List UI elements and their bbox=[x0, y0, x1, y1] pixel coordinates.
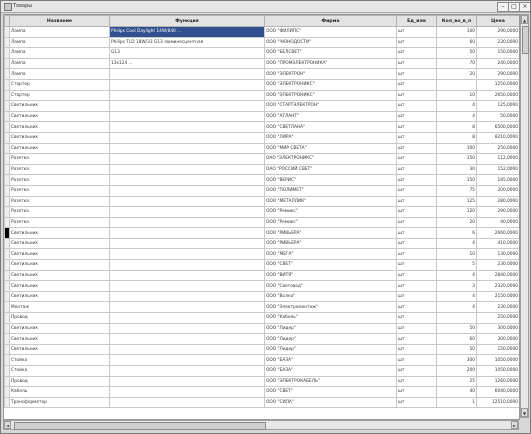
cell-name[interactable]: Розетка bbox=[10, 185, 110, 196]
table-row[interactable] bbox=[5, 291, 520, 302]
cell-price[interactable]: 2650,0000 bbox=[477, 90, 520, 101]
table-row[interactable] bbox=[5, 143, 520, 154]
cell-name[interactable]: Светильник bbox=[10, 334, 110, 345]
cell-firm[interactable]: ООО "СВЕТ" bbox=[265, 387, 397, 398]
cell-function[interactable] bbox=[110, 154, 265, 165]
cell-function[interactable] bbox=[110, 196, 265, 207]
cell-price[interactable]: 290,0000 bbox=[477, 69, 520, 80]
cell-unit[interactable]: шт bbox=[397, 366, 437, 377]
cell-firm[interactable]: ООО "ПРОМЭЛЕКТРОНИКА" bbox=[265, 58, 397, 69]
cell-function[interactable]: G13 bbox=[110, 48, 265, 59]
cell-price[interactable]: 150,0000 bbox=[477, 344, 520, 355]
cell-quantity[interactable]: 8 bbox=[437, 122, 477, 133]
cell-quantity[interactable]: 4 bbox=[437, 270, 477, 281]
cell-unit[interactable]: шт bbox=[397, 334, 437, 345]
cell-quantity[interactable]: 300 bbox=[437, 355, 477, 366]
table-row[interactable] bbox=[5, 249, 520, 260]
cell-unit[interactable]: шт bbox=[397, 79, 437, 90]
table-row[interactable] bbox=[5, 217, 520, 228]
cell-name[interactable]: Стартер bbox=[10, 79, 110, 90]
cell-name[interactable]: Розетка bbox=[10, 154, 110, 165]
cell-unit[interactable]: шт bbox=[397, 27, 437, 38]
cell-price[interactable]: 6040,0000 bbox=[477, 387, 520, 398]
cell-unit[interactable]: шт bbox=[397, 196, 437, 207]
table-row[interactable] bbox=[5, 48, 520, 59]
horizontal-scroll-thumb[interactable] bbox=[14, 422, 266, 430]
cell-function[interactable]: 13x124 ... bbox=[110, 58, 265, 69]
table-row[interactable] bbox=[5, 69, 520, 80]
cell-unit[interactable]: шт bbox=[397, 323, 437, 334]
grid-body bbox=[5, 27, 520, 408]
products-grid[interactable] bbox=[3, 14, 520, 420]
cell-firm[interactable]: ООО "ЧЮНОДОСТИ" bbox=[265, 37, 397, 48]
cell-firm[interactable]: ООО "РИВЬЕРА" bbox=[265, 238, 397, 249]
header-row bbox=[5, 16, 520, 27]
cell-function[interactable] bbox=[110, 228, 265, 239]
cell-name[interactable]: Светильник bbox=[10, 344, 110, 355]
cell-name[interactable]: Монтаж bbox=[10, 302, 110, 313]
table-row[interactable] bbox=[5, 111, 520, 122]
cell-price[interactable]: 1260,0000 bbox=[477, 376, 520, 387]
cell-name[interactable]: Стойка bbox=[10, 366, 110, 377]
column-header-quantity[interactable]: Кол_во_в_п bbox=[437, 16, 477, 27]
cell-firm[interactable]: ООО "РИВЬЕРА" bbox=[265, 228, 397, 239]
cell-price[interactable]: 2150,0000 bbox=[477, 291, 520, 302]
table-row[interactable] bbox=[5, 207, 520, 218]
cell-quantity[interactable]: 40 bbox=[437, 387, 477, 398]
cell-quantity[interactable]: 50 bbox=[437, 344, 477, 355]
cell-firm[interactable]: ООО "Ремикс" bbox=[265, 207, 397, 218]
cell-quantity[interactable]: 60 bbox=[437, 37, 477, 48]
scroll-right-button[interactable]: ► bbox=[512, 423, 517, 428]
cell-quantity[interactable]: 20 bbox=[437, 69, 477, 80]
cell-function[interactable]: Philips Cool Daylight 14W/840 ... bbox=[110, 27, 265, 38]
cell-firm[interactable]: ООО "ВЕРИС" bbox=[265, 175, 397, 186]
cell-price[interactable]: 150,0000 bbox=[477, 48, 520, 59]
cell-unit[interactable]: шт bbox=[397, 111, 437, 122]
scroll-down-button[interactable]: ▼ bbox=[521, 408, 528, 417]
cell-name[interactable]: Светильник bbox=[10, 270, 110, 281]
cell-function[interactable] bbox=[110, 366, 265, 377]
cell-quantity[interactable]: 125 bbox=[437, 196, 477, 207]
table-row[interactable] bbox=[5, 90, 520, 101]
cell-name[interactable]: Лампа bbox=[10, 69, 110, 80]
cell-firm[interactable]: ООО "БАЗА" bbox=[265, 355, 397, 366]
cell-price[interactable]: 185,0000 bbox=[477, 175, 520, 186]
cell-function[interactable] bbox=[110, 111, 265, 122]
cell-function[interactable] bbox=[110, 90, 265, 101]
table-row[interactable] bbox=[5, 260, 520, 271]
cell-quantity[interactable]: 5 bbox=[437, 260, 477, 271]
table-row[interactable] bbox=[5, 196, 520, 207]
cell-function[interactable] bbox=[110, 101, 265, 112]
cell-firm[interactable]: ООО "АТЛАНТ" bbox=[265, 111, 397, 122]
cell-function[interactable] bbox=[110, 387, 265, 398]
cell-firm[interactable]: ООО "Лидер" bbox=[265, 344, 397, 355]
cell-firm[interactable]: ОАО "РОССИЙ СВЕТ" bbox=[265, 164, 397, 175]
cell-function[interactable] bbox=[110, 207, 265, 218]
cell-name[interactable]: Розетка bbox=[10, 196, 110, 207]
cell-unit[interactable]: шт bbox=[397, 260, 437, 271]
cell-firm[interactable]: ООО "Ремикс" bbox=[265, 217, 397, 228]
cell-unit[interactable]: шт bbox=[397, 355, 437, 366]
cell-name[interactable]: Лампа bbox=[10, 48, 110, 59]
table-row[interactable] bbox=[5, 355, 520, 366]
cell-quantity[interactable]: 4 bbox=[437, 238, 477, 249]
table-row[interactable] bbox=[5, 270, 520, 281]
cell-price[interactable]: 50,0000 bbox=[477, 111, 520, 122]
table-row[interactable] bbox=[5, 366, 520, 377]
cell-price[interactable]: 230,0000 bbox=[477, 37, 520, 48]
cell-price[interactable]: 40,0000 bbox=[477, 217, 520, 228]
cell-unit[interactable]: шт bbox=[397, 48, 437, 59]
cell-function[interactable] bbox=[110, 175, 265, 186]
cell-price[interactable]: 290,0000 bbox=[477, 207, 520, 218]
scroll-up-button[interactable]: ▲ bbox=[521, 15, 528, 24]
table-row[interactable] bbox=[5, 334, 520, 345]
cell-firm[interactable]: ООО "ЭЛЕКТРОН" bbox=[265, 69, 397, 80]
cell-name[interactable]: Светильник bbox=[10, 111, 110, 122]
cell-function[interactable] bbox=[110, 270, 265, 281]
cell-unit[interactable]: шт bbox=[397, 376, 437, 387]
cell-firm[interactable]: ООО "ФИЛИПС" bbox=[265, 27, 397, 38]
cell-name[interactable]: Светильник bbox=[10, 122, 110, 133]
cell-firm[interactable]: ООО "БАЗА" bbox=[265, 366, 397, 377]
table-row[interactable] bbox=[5, 376, 520, 387]
cell-name[interactable]: Светильник bbox=[10, 249, 110, 260]
cell-price[interactable]: 250,0000 bbox=[477, 313, 520, 324]
cell-function[interactable] bbox=[110, 69, 265, 80]
table-row[interactable] bbox=[5, 323, 520, 334]
cell-quantity[interactable]: 200 bbox=[437, 366, 477, 377]
cell-function[interactable] bbox=[110, 344, 265, 355]
cell-unit[interactable]: шт bbox=[397, 344, 437, 355]
cell-price[interactable]: 130,0000 bbox=[477, 249, 520, 260]
cell-unit[interactable]: шт bbox=[397, 101, 437, 112]
cell-unit[interactable]: шт bbox=[397, 228, 437, 239]
cell-function[interactable]: Philips TLD 18W/33 G13 люминесцентная bbox=[110, 37, 265, 48]
cell-function[interactable] bbox=[110, 217, 265, 228]
cell-function[interactable] bbox=[110, 260, 265, 271]
cell-name[interactable]: Стартер bbox=[10, 90, 110, 101]
window-icon bbox=[4, 3, 12, 11]
cell-firm[interactable]: ООО "Волна" bbox=[265, 291, 397, 302]
cell-price[interactable]: 1050,0000 bbox=[477, 355, 520, 366]
cell-name[interactable]: Светильник bbox=[10, 238, 110, 249]
cell-quantity[interactable]: 150 bbox=[437, 154, 477, 165]
products-table bbox=[4, 15, 520, 408]
cell-price[interactable]: 200,0000 bbox=[477, 185, 520, 196]
cell-name[interactable]: Стойка bbox=[10, 355, 110, 366]
column-header-price[interactable]: Цена bbox=[477, 16, 520, 27]
table-row[interactable] bbox=[5, 27, 520, 38]
cell-function[interactable] bbox=[110, 323, 265, 334]
window-title: Товары bbox=[13, 3, 33, 9]
close-button[interactable]: × bbox=[519, 2, 531, 12]
cell-price[interactable]: 125,0000 bbox=[477, 101, 520, 112]
column-header-name[interactable]: Название bbox=[10, 16, 110, 27]
cell-unit[interactable]: шт bbox=[397, 185, 437, 196]
cell-name[interactable]: Розетка bbox=[10, 164, 110, 175]
cell-function[interactable] bbox=[110, 355, 265, 366]
cell-price[interactable]: 6500,0000 bbox=[477, 122, 520, 133]
cell-name[interactable]: Розетка bbox=[10, 217, 110, 228]
cell-price[interactable]: 2320,0000 bbox=[477, 281, 520, 292]
column-header-firm[interactable]: Фирма bbox=[265, 16, 397, 27]
cell-function[interactable] bbox=[110, 281, 265, 292]
cell-quantity[interactable]: 100 bbox=[437, 27, 477, 38]
table-row[interactable] bbox=[5, 164, 520, 175]
cell-price[interactable]: 300,0000 bbox=[477, 323, 520, 334]
table-row[interactable] bbox=[5, 344, 520, 355]
cell-firm[interactable]: ООО "ЭЛЕКТРОНИКС" bbox=[265, 79, 397, 90]
cell-unit[interactable]: шт bbox=[397, 291, 437, 302]
cell-firm[interactable]: ООО "Световод" bbox=[265, 281, 397, 292]
cell-function[interactable] bbox=[110, 79, 265, 90]
table-row[interactable] bbox=[5, 228, 520, 239]
cell-unit[interactable]: шт bbox=[397, 143, 437, 154]
cell-quantity[interactable]: 30 bbox=[437, 164, 477, 175]
cell-firm[interactable]: ООО "Лидер" bbox=[265, 334, 397, 345]
cell-function[interactable] bbox=[110, 164, 265, 175]
cell-quantity[interactable]: 10 bbox=[437, 249, 477, 260]
column-header-unit[interactable]: Ед_изм bbox=[397, 16, 437, 27]
cell-price[interactable]: 250,0000 bbox=[477, 143, 520, 154]
column-header-function[interactable]: Функция bbox=[110, 16, 265, 27]
cell-firm[interactable]: ООО "МИР СВЕТА" bbox=[265, 143, 397, 154]
cell-unit[interactable]: шт bbox=[397, 217, 437, 228]
cell-unit[interactable]: шт bbox=[397, 58, 437, 69]
cell-function[interactable] bbox=[110, 376, 265, 387]
cell-firm[interactable]: ООО "СТАРТЭЛЕКТРОН" bbox=[265, 101, 397, 112]
cell-function[interactable] bbox=[110, 249, 265, 260]
cell-quantity[interactable] bbox=[437, 79, 477, 90]
table-row[interactable] bbox=[5, 132, 520, 143]
cell-function[interactable] bbox=[110, 313, 265, 324]
cell-firm[interactable]: ООО "БЕЛСВЕТ" bbox=[265, 48, 397, 59]
cell-price[interactable]: 300,0000 bbox=[477, 334, 520, 345]
cell-name[interactable]: Светильник bbox=[10, 260, 110, 271]
title-bar bbox=[1, 1, 530, 13]
cell-quantity[interactable]: 10 bbox=[437, 90, 477, 101]
cell-name[interactable]: Светильник bbox=[10, 143, 110, 154]
cell-unit[interactable]: шт bbox=[397, 302, 437, 313]
cell-name[interactable]: Светильник bbox=[10, 281, 110, 292]
cell-firm[interactable]: ООО "СВЕТЛАНА" bbox=[265, 122, 397, 133]
table-row[interactable] bbox=[5, 79, 520, 90]
minimize-button[interactable]: – bbox=[497, 2, 509, 12]
cell-name[interactable]: Светильник bbox=[10, 291, 110, 302]
cell-name[interactable]: Розетка bbox=[10, 175, 110, 186]
cell-name[interactable]: Лампа bbox=[10, 58, 110, 69]
cell-quantity[interactable]: 70 bbox=[437, 58, 477, 69]
cell-name[interactable]: Светильник bbox=[10, 228, 110, 239]
cell-quantity[interactable]: 100 bbox=[437, 143, 477, 154]
cell-function[interactable] bbox=[110, 334, 265, 345]
table-row[interactable] bbox=[5, 387, 520, 398]
cell-quantity[interactable]: 6 bbox=[437, 228, 477, 239]
table-row[interactable] bbox=[5, 122, 520, 133]
cell-price[interactable]: 290,0000 bbox=[477, 27, 520, 38]
cell-firm[interactable]: ООО "ЛИРА" bbox=[265, 132, 397, 143]
cell-function[interactable] bbox=[110, 132, 265, 143]
cell-name[interactable]: Лампа bbox=[10, 27, 110, 38]
cell-price[interactable]: 280,0000 bbox=[477, 196, 520, 207]
cell-name[interactable]: Розетка bbox=[10, 207, 110, 218]
cell-name[interactable]: Светильник bbox=[10, 323, 110, 334]
table-row[interactable] bbox=[5, 58, 520, 69]
cell-firm[interactable]: ООО "Кабель" bbox=[265, 313, 397, 324]
cell-quantity[interactable]: 25 bbox=[437, 376, 477, 387]
table-row[interactable] bbox=[5, 313, 520, 324]
vertical-scrollbar[interactable] bbox=[520, 14, 529, 418]
cell-unit[interactable]: шт bbox=[397, 387, 437, 398]
cell-quantity[interactable]: 1 bbox=[437, 397, 477, 408]
horizontal-scrollbar[interactable] bbox=[3, 420, 519, 430]
cell-unit[interactable]: шт bbox=[397, 37, 437, 48]
cell-function[interactable] bbox=[110, 143, 265, 154]
cell-function[interactable] bbox=[110, 238, 265, 249]
cell-firm[interactable]: ООО "ПОЛИМЕТ" bbox=[265, 185, 397, 196]
cell-name[interactable]: Трансформатор bbox=[10, 397, 110, 408]
cell-firm[interactable]: ООО "МЕГА" bbox=[265, 249, 397, 260]
cell-firm[interactable]: ООО "ЭЛЕКТРОНИКС" bbox=[265, 90, 397, 101]
cell-quantity[interactable] bbox=[437, 313, 477, 324]
vertical-scroll-thumb[interactable] bbox=[522, 26, 529, 54]
table-row[interactable] bbox=[5, 397, 520, 408]
cell-function[interactable] bbox=[110, 122, 265, 133]
cell-price[interactable]: 12510,0000 bbox=[477, 397, 520, 408]
maximize-button[interactable]: □ bbox=[508, 2, 520, 12]
cell-unit[interactable]: шт bbox=[397, 281, 437, 292]
cell-name[interactable]: Провод bbox=[10, 313, 110, 324]
table-row[interactable] bbox=[5, 185, 520, 196]
cell-price[interactable]: 410,0000 bbox=[477, 238, 520, 249]
cell-unit[interactable]: шт bbox=[397, 313, 437, 324]
cell-quantity[interactable]: 60 bbox=[437, 334, 477, 345]
cell-quantity[interactable]: 150 bbox=[437, 175, 477, 186]
cell-function[interactable] bbox=[110, 291, 265, 302]
table-row[interactable] bbox=[5, 238, 520, 249]
cell-quantity[interactable]: 75 bbox=[437, 185, 477, 196]
cell-function[interactable] bbox=[110, 302, 265, 313]
cell-price[interactable]: 1050,0000 bbox=[477, 366, 520, 377]
cell-name[interactable]: Светильник bbox=[10, 132, 110, 143]
cell-unit[interactable]: шт bbox=[397, 164, 437, 175]
cell-function[interactable] bbox=[110, 397, 265, 408]
cell-quantity[interactable]: 120 bbox=[437, 207, 477, 218]
cell-unit[interactable]: шт bbox=[397, 122, 437, 133]
cell-quantity[interactable]: 50 bbox=[437, 323, 477, 334]
cell-name[interactable]: Лампа bbox=[10, 37, 110, 48]
cell-quantity[interactable]: 4 bbox=[437, 111, 477, 122]
cell-quantity[interactable]: 4 bbox=[437, 291, 477, 302]
cell-quantity[interactable]: 20 bbox=[437, 217, 477, 228]
cell-unit[interactable]: шт bbox=[397, 238, 437, 249]
cell-unit[interactable]: шт bbox=[397, 249, 437, 260]
cell-firm[interactable]: ООО "Лидер" bbox=[265, 323, 397, 334]
cell-unit[interactable]: шт bbox=[397, 397, 437, 408]
cell-price[interactable]: 112,0000 bbox=[477, 154, 520, 165]
table-row[interactable] bbox=[5, 302, 520, 313]
cell-unit[interactable]: шт bbox=[397, 270, 437, 281]
cell-unit[interactable]: шт bbox=[397, 132, 437, 143]
cell-unit[interactable]: шт bbox=[397, 90, 437, 101]
cell-name[interactable]: Кабель bbox=[10, 387, 110, 398]
cell-name[interactable]: Провод bbox=[10, 376, 110, 387]
cell-function[interactable] bbox=[110, 185, 265, 196]
cell-price[interactable]: 152,0000 bbox=[477, 164, 520, 175]
cell-quantity[interactable]: 3 bbox=[437, 281, 477, 292]
cell-firm[interactable]: ООО "ЭЛЕКТРОКАБЕЛЬ" bbox=[265, 376, 397, 387]
cell-price[interactable]: 230,0000 bbox=[477, 302, 520, 313]
cell-unit[interactable]: шт bbox=[397, 154, 437, 165]
cell-firm[interactable]: ООО "СИЛА" bbox=[265, 397, 397, 408]
table-row[interactable] bbox=[5, 281, 520, 292]
cell-quantity[interactable]: 50 bbox=[437, 48, 477, 59]
cell-price[interactable]: 1250,0000 bbox=[477, 79, 520, 90]
cell-price[interactable]: 240,0000 bbox=[477, 58, 520, 69]
table-row[interactable] bbox=[5, 175, 520, 186]
cell-quantity[interactable]: 4 bbox=[437, 101, 477, 112]
cell-price[interactable]: 8210,0000 bbox=[477, 132, 520, 143]
table-row[interactable] bbox=[5, 37, 520, 48]
cell-price[interactable]: 2660,0000 bbox=[477, 228, 520, 239]
table-row[interactable] bbox=[5, 154, 520, 165]
cell-firm[interactable]: ОАО "ЭЛЕКТРОНИКС" bbox=[265, 154, 397, 165]
cell-unit[interactable]: шт bbox=[397, 69, 437, 80]
cell-unit[interactable]: шт bbox=[397, 175, 437, 186]
cell-quantity[interactable]: 8 bbox=[437, 132, 477, 143]
cell-firm[interactable]: ООО "МЕТАЛЛИК" bbox=[265, 196, 397, 207]
table-row[interactable] bbox=[5, 101, 520, 112]
cell-firm[interactable]: ООО "ВИТЯ" bbox=[265, 270, 397, 281]
cell-price[interactable]: 2840,0000 bbox=[477, 270, 520, 281]
scroll-left-button[interactable]: ◄ bbox=[5, 423, 10, 428]
cell-name[interactable]: Светильник bbox=[10, 101, 110, 112]
cell-quantity[interactable]: 4 bbox=[437, 302, 477, 313]
cell-firm[interactable]: ООО "СВЕТ" bbox=[265, 260, 397, 271]
cell-unit[interactable]: шт bbox=[397, 207, 437, 218]
cell-firm[interactable]: ООО "Электромонтаж" bbox=[265, 302, 397, 313]
cell-price[interactable]: 230,0000 bbox=[477, 260, 520, 271]
